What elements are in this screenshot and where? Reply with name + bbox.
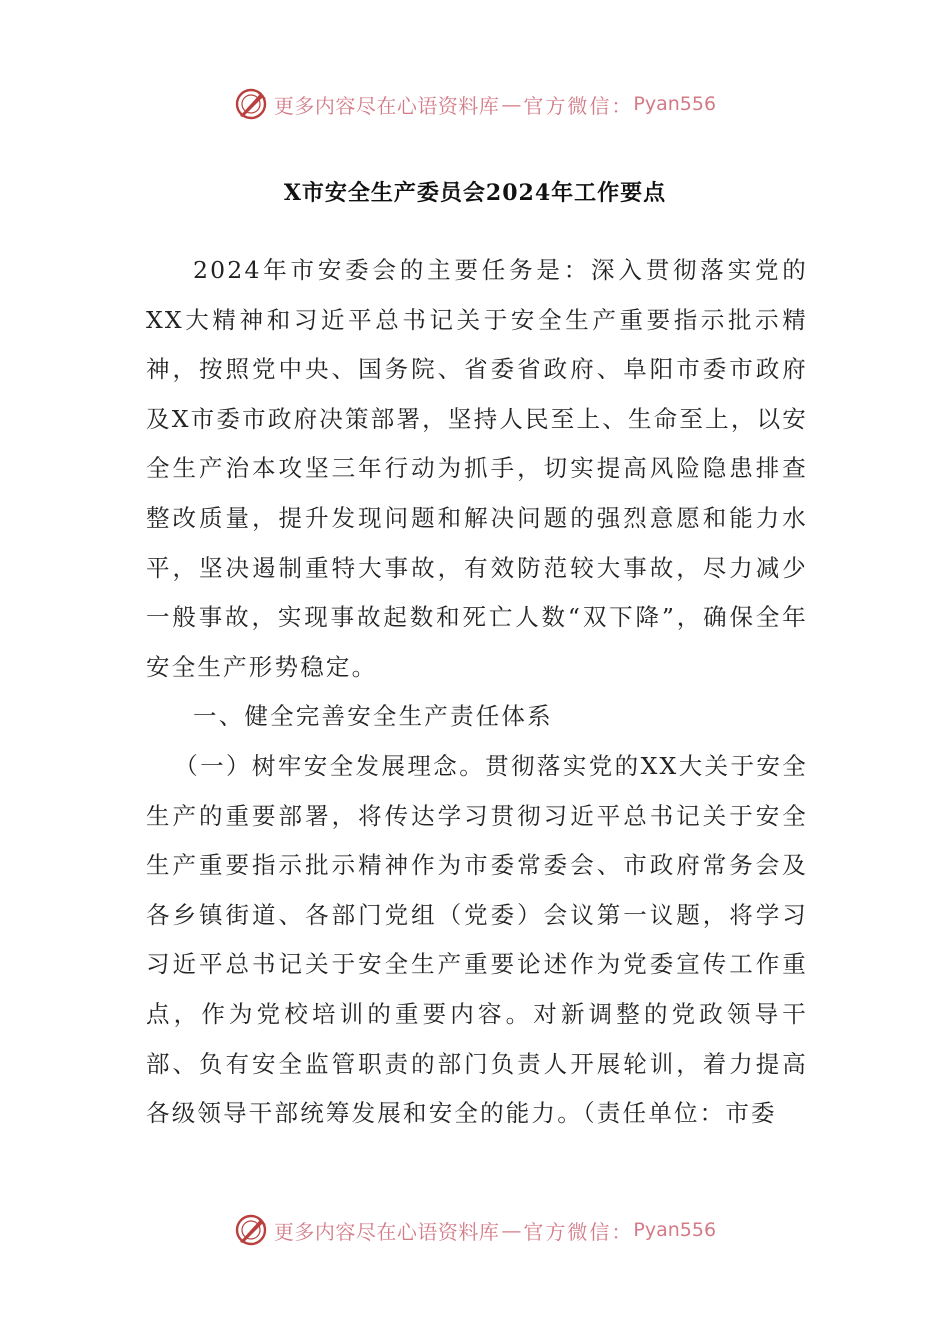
header-wechat-id: Pyan556	[633, 93, 717, 115]
section-item-paragraph: （一）树牢安全发展理念。贯彻落实党的XX大关于安全生产的重要部署，将传达学习贯彻习近平总书记关于安全生产重要指示批示精神作为市委常委会、市政府常务会及各乡镇街道、各部门党组（党委）会议第一议题，将学习习近平总书记关于安全生产重要论述作为党委宣传工作重点，作为党校培训的重要内容。对新调整的党政领导干部、负有安全监管职责的部门负责人开展轮训，着力提高各级领导干部统筹发展和安全的能力。（责任单位：市委	[146, 751, 808, 1128]
quill-logo-icon	[234, 87, 268, 121]
footer-site-text: 更多内容尽在心语资料库	[273, 1219, 500, 1244]
quill-logo-icon	[234, 1213, 268, 1247]
footer-banner	[0, 1210, 950, 1250]
document-body	[146, 246, 808, 1139]
header-wechat-label: 官方微信：	[523, 93, 634, 118]
intro-paragraph: 2024年市安委会的主要任务是：深入贯彻落实党的XX大精神和习近平总书记关于安全生产重要指示批示精神，按照党中央、国务院、省委省政府、阜阳市委市政府及X市委市政府决策部署，坚持人民至上、生命至上，以安全生产治本攻坚三年行动为抓手，切实提高风险隐患排查整改质量，提升发现问题和解决问题的强烈意愿和能力水平，坚决遏制重特大事故，有效防范较大事故，尽力减少一般事故，实现事故起数和死亡人数“双下降”，确保全年安全生产形势稳定。	[146, 256, 808, 681]
footer-wechat-id: Pyan556	[633, 1219, 717, 1241]
footer-dash: —	[501, 1218, 522, 1242]
header-dash: —	[501, 92, 522, 116]
header-site-text: 更多内容尽在心语资料库	[273, 93, 500, 118]
document-title: X市安全生产委员会2024年工作要点	[283, 180, 667, 206]
section-heading: 一、健全完善安全生产责任体系	[193, 702, 553, 731]
footer-wechat-label: 官方微信：	[523, 1219, 634, 1244]
header-banner	[0, 84, 950, 124]
